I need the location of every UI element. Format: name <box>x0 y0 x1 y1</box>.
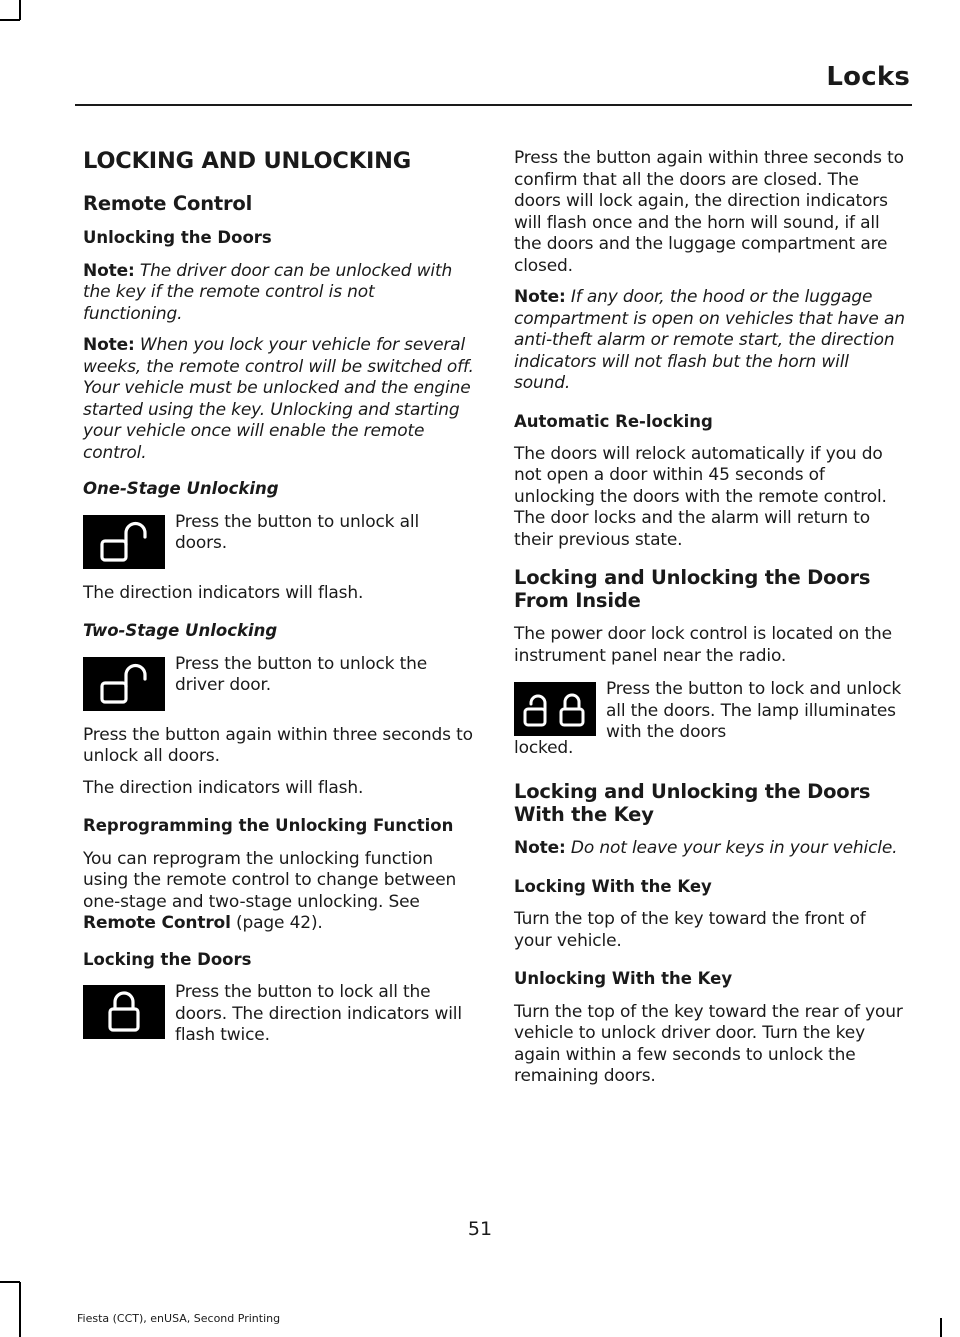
note-text: If any door, the hood or the luggage compartment is open on vehicles that have an anti-theft alarm or remote start, the direction indicators will not flash but the horn will sound. <box>514 287 905 393</box>
inside-fig-text: Press the button to lock and unlock all the doors. The lamp illuminates with the doors <box>606 679 902 743</box>
left-column <box>83 148 475 1059</box>
reprogram-body: You can reprogram the unlocking function using the remote control to change between one-stage and two-stage unlocking. See <box>83 848 457 912</box>
remote-control-xref-link[interactable]: Remote Control <box>83 913 231 934</box>
note-text: When you lock your vehicle for several weeks, the remote control will be switched off. Your vehicle must be unlocked and the engine started using the key. Unlocking and starting your vehicle once will enable the remote control. <box>83 335 474 463</box>
note-label: Note: <box>514 838 566 859</box>
two-stage-after-1: Press the button again within three seconds to unlock all doors. <box>83 724 473 767</box>
relock-text: The doors will relock automatically if you do not open a door within 45 seconds of unlocking the doors with the remote control. The door locks and the alarm will return to their previous state. <box>514 443 887 550</box>
note-keys <box>514 838 906 860</box>
crop-mark <box>0 1281 20 1283</box>
note-label: Note: <box>514 287 566 307</box>
unlock-button-icon <box>83 657 165 711</box>
heading-unlocking-doors: Unlocking the Doors <box>83 228 272 248</box>
one-stage-after: The direction indicators will flash. <box>83 582 364 603</box>
unlock-key-text: Turn the top of the key toward the rear of your vehicle to unlock driver door. Turn the key again within a few seconds to unlock the remaining doors. <box>514 1001 903 1086</box>
heading-locking-with-the-key: Locking With the Key <box>514 876 712 896</box>
note-label: Note: <box>83 260 135 281</box>
two-stage-after-2: The direction indicators will flash. <box>83 777 364 798</box>
right-column <box>514 148 906 1098</box>
reprogram-text <box>83 849 475 935</box>
crop-mark <box>0 19 20 21</box>
header-rule <box>75 104 912 106</box>
heading-locking-from-inside: Locking and Unlocking the Doors From Inside <box>514 566 871 612</box>
note-text: Do not leave your keys in your vehicle. <box>565 838 898 859</box>
heading-remote-control: Remote Control <box>83 192 253 215</box>
figure-one-stage <box>83 512 475 569</box>
heading-automatic-relocking: Automatic Re-locking <box>514 411 713 431</box>
inside-fig-continuation: locked. <box>514 737 574 758</box>
central-lock-button-icon <box>514 682 596 736</box>
section-title: Locks <box>826 62 910 92</box>
note-open-door <box>514 287 906 395</box>
chapter-heading: LOCKING AND UNLOCKING <box>83 148 412 174</box>
heading-reprogramming: Reprogramming the Unlocking Function <box>83 816 454 836</box>
confirm-text: Press the button again within three seconds to confirm that all the doors are closed. The doors will lock again, the direction indicators will flash once and the horn will sound, if all the doors and the luggage compartment are closed. <box>514 148 904 276</box>
figure-locking <box>83 982 475 1047</box>
heading-two-stage-unlocking: Two-Stage Unlocking <box>83 621 278 641</box>
one-stage-text: Press the button to unlock all doors. <box>175 511 420 554</box>
lock-key-text: Turn the top of the key toward the front of your vehicle. <box>514 909 866 951</box>
note-text: The driver door can be unlocked with the key if the remote control is not functioning. <box>83 260 453 324</box>
footer-text: Fiesta (CCT), enUSA, Second Printing <box>77 1312 281 1325</box>
crop-mark <box>19 1282 21 1337</box>
unlock-button-icon <box>83 515 165 569</box>
crop-mark <box>940 1318 942 1337</box>
figure-inside-lock <box>514 679 906 744</box>
heading-one-stage-unlocking: One-Stage Unlocking <box>83 479 279 499</box>
note-label: Note: <box>83 335 135 356</box>
page-number: 51 <box>467 1218 493 1240</box>
locking-text: Press the button to lock all the doors. The direction indicators will flash twice. <box>175 982 462 1046</box>
crop-mark <box>19 0 21 20</box>
note-remote-switched-off <box>83 335 475 464</box>
heading-locking-doors: Locking the Doors <box>83 949 252 969</box>
lock-button-icon <box>83 985 165 1039</box>
heading-locking-with-key: Locking and Unlocking the Doors With the Key <box>514 780 871 826</box>
heading-unlocking-with-the-key: Unlocking With the Key <box>514 969 733 989</box>
reprogram-page-ref: (page 42). <box>230 913 323 934</box>
figure-two-stage <box>83 654 475 711</box>
two-stage-text: Press the button to unlock the driver door. <box>175 653 428 696</box>
note-driver-door <box>83 261 475 326</box>
inside-text: The power door lock control is located on the instrument panel near the radio. <box>514 624 892 666</box>
